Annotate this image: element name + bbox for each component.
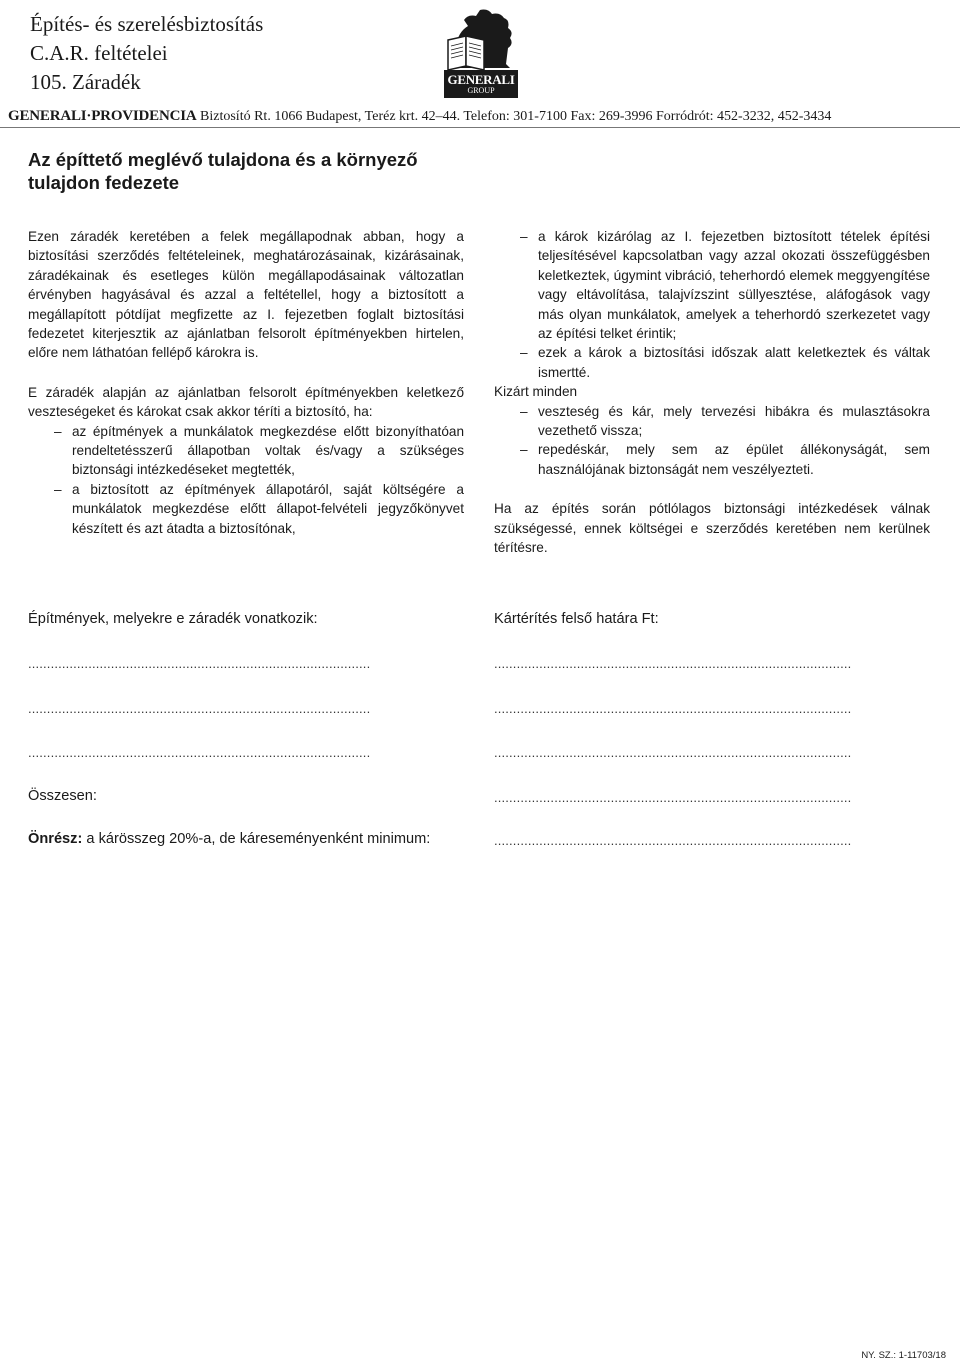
- logo-brand-text: GENERALI: [447, 72, 515, 87]
- title-line-2: C.A.R. feltételei: [30, 41, 168, 65]
- deductible-label: [28, 831, 430, 847]
- condition-item: – a károk kizárólag az I. fejezetben biztosított tételek építési teljesítésével kapcsolatban vagy azzal okozati összefüggésben keletkeztek, úgymint vibráció, teherhordó elemek meggyengítése vagy eltávolítása, talajvízszint süllyesztése, aláfogások vagy más olyan munkálatok, amelyek a teherhordó szerkezetet vagy az építési telket érintik;: [494, 227, 930, 343]
- conditions-paragraph: E záradék alapján az ajánlatban felsorolt építményekben keletkező veszteségeket és károkat csak akkor téríti a biztosító, ha:: [28, 384, 464, 420]
- condition-item: – ezek a károk a biztosítási időszak alatt keletkeztek és váltak ismertté.: [494, 343, 930, 382]
- compensation-limit-label: Kártérítés felső határa Ft:: [494, 611, 659, 627]
- logo-group-text: GROUP: [467, 86, 495, 95]
- intro-paragraph: Ezen záradék keretében a felek megállapodnak abban, hogy a biztosítási szerződés feltételeinek, meghatározásainak, kizárásainak, záradékainak és esetleges külön megállapodásainak változatlan érvényben hagyásával és azzal a feltétellel, hogy a biztosított a megállapított pótdíjat megfizette az I. fejezetben foglalt biztosítási fedezetet kiterjesztik az ajánlatban felsorolt építményekben hirtelen, előre nem láthatóan fellépő károkra is.: [28, 229, 464, 361]
- buildings-field-3[interactable]: ...........................................................................................: [28, 745, 371, 760]
- title-line-1: Építés- és szerelésbiztosítás: [30, 12, 264, 36]
- right-text-column: [494, 227, 930, 558]
- deductible-label-bold: Önrész:: [28, 831, 83, 847]
- deductible-field[interactable]: ...............................................................................................: [494, 833, 852, 848]
- deductible-label-text: a kárösszeg 20%-a, de káreseményenként minimum:: [82, 831, 431, 847]
- exclusion-item: – repedéskár, mely sem az épület állékonyságát, sem használójának biztonságát nem veszélyezteti.: [494, 440, 930, 479]
- exclusion-heading: Kizárt minden: [494, 384, 578, 400]
- total-field[interactable]: ...............................................................................................: [494, 790, 852, 805]
- generali-lion-logo: [444, 6, 518, 98]
- left-text-column: [28, 227, 464, 538]
- company-contact-line: [8, 108, 831, 125]
- limit-field-1[interactable]: ...............................................................................................: [494, 656, 852, 671]
- title-line-3: 105. Záradék: [30, 70, 141, 94]
- insurance-product-title: [30, 10, 263, 97]
- limit-field-2[interactable]: ...............................................................................................: [494, 701, 852, 716]
- exclusion-item: – veszteség és kár, mely tervezési hibákra és mulasztásokra vezethető vissza;: [494, 402, 930, 441]
- company-brand: GENERALI·PROVIDENCIA: [8, 108, 197, 124]
- buildings-field-2[interactable]: ...........................................................................................: [28, 701, 371, 716]
- company-info: Biztosító Rt. 1066 Budapest, Teréz krt. 42–44. Telefon: 301-7100 Fax: 269-3996 Forródrót: 452-3232, 452-3434: [200, 109, 832, 124]
- closing-paragraph: Ha az építés során pótlólagos biztonsági intézkedések válnak szükségessé, ennek költségei e szerződés keretében nem kerülnek térítésre.: [494, 501, 930, 556]
- form-code: NY. SZ.: 1-11703/18: [861, 1350, 946, 1361]
- clause-heading: [28, 148, 468, 194]
- total-label: Összesen:: [28, 788, 97, 804]
- limit-field-3[interactable]: ...............................................................................................: [494, 745, 852, 760]
- buildings-label: Építmények, melyekre e záradék vonatkozik:: [28, 611, 318, 627]
- buildings-field-1[interactable]: ...........................................................................................: [28, 656, 371, 671]
- condition-item: – az építmények a munkálatok megkezdése előtt bizonyíthatóan rendeltetésszerű állapotban voltak és/vagy a szükséges biztonsági intézkedéseket megtették,: [28, 422, 464, 480]
- clause-heading-line-2: tulajdon fedezete: [28, 172, 180, 193]
- header-divider: [0, 127, 960, 128]
- clause-heading-line-1: Az építtető meglévő tulajdona és a környező: [28, 149, 418, 170]
- condition-item: – a biztosított az építmények állapotáról, saját költségére a munkálatok megkezdése előtt állapot-felvételi jegyzőkönyvet készített és azt átadta a biztosítónak,: [28, 480, 464, 538]
